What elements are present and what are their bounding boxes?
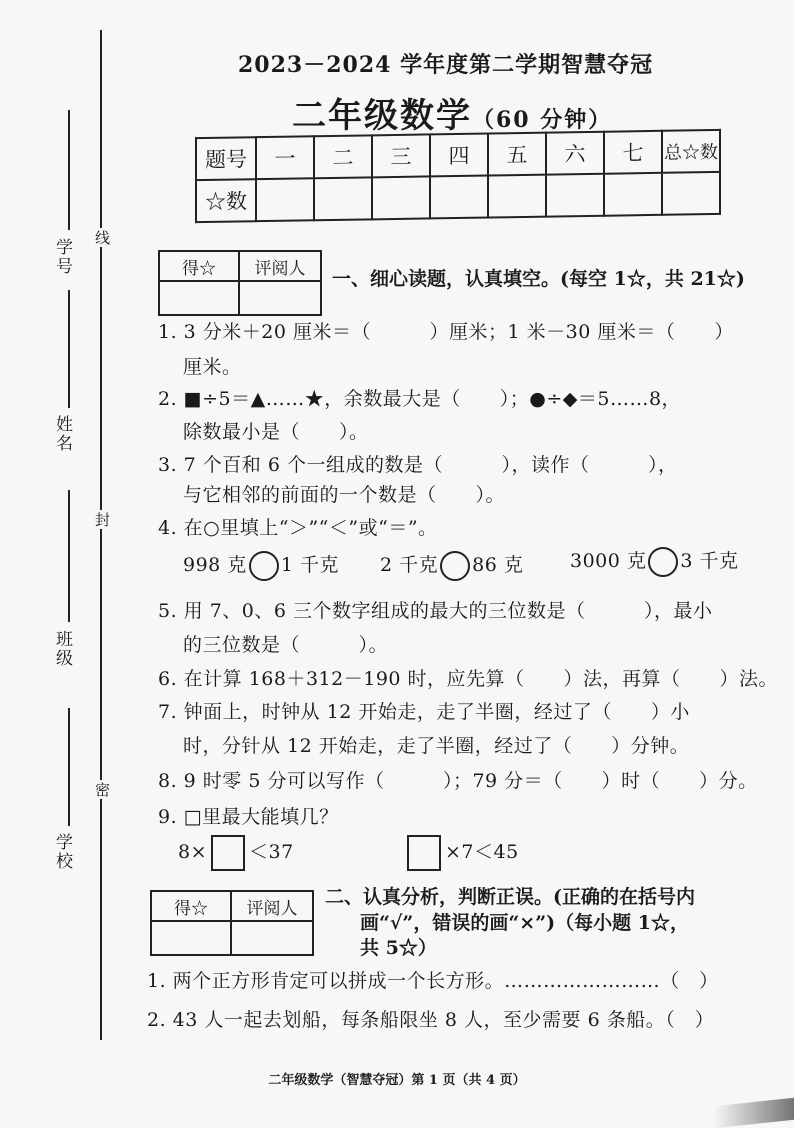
question-3-line1: 3. 7 个百和 6 个一组成的数是（ ），读作（ ）， — [158, 454, 678, 476]
section1-title: 一、细心读题，认真填空。(每空 1☆，共 21☆) — [332, 268, 745, 290]
score-cell-label: 题号 — [196, 137, 256, 180]
compare-right: 3 千克 — [680, 550, 739, 572]
judge-question-1: 1. 两个正方形肯定可以拼成一个长方形。……………………（ ） — [147, 970, 719, 992]
compare-item-1 — [183, 550, 339, 581]
compare-left: 2 千克 — [380, 554, 439, 576]
score-value-cell[interactable] — [604, 173, 662, 216]
exam-title-line1: 2023－2024 学年度第二学期智慧夺冠 — [238, 52, 654, 78]
score-value-cell[interactable] — [546, 174, 604, 217]
section2-title-line2: 画“√”，错误的画“×”)（每小题 1☆， — [360, 912, 689, 934]
score-cell-q7: 七 — [604, 131, 662, 174]
school-label: 学校 — [52, 833, 72, 871]
q9-left-pre: 8× — [178, 841, 208, 863]
question-5-line2: 的三位数是（ ）。 — [183, 634, 389, 656]
binding-mark-dense: 密 — [93, 782, 111, 797]
compare-circle[interactable] — [440, 551, 470, 581]
compare-left: 3000 克 — [570, 550, 647, 572]
scan-smudge — [714, 1098, 794, 1128]
question-4-line1: 4. 在○里填上“＞”“＜”或“＝”。 — [158, 517, 438, 539]
q9-right-post: ×7＜45 — [445, 841, 519, 863]
compare-item-2 — [380, 550, 523, 581]
question-1-line2: 厘米。 — [183, 356, 242, 378]
class-label: 班级 — [52, 630, 72, 668]
compare-left: 998 克 — [183, 554, 247, 576]
score-value-cell[interactable] — [430, 176, 488, 219]
school-blank — [68, 708, 70, 826]
answer-box[interactable] — [211, 835, 245, 871]
question-8: 8. 9 时零 5 分可以写作（ ）；79 分＝（ ）时（ ）分。 — [158, 770, 758, 792]
grader-reviewer-label: 评阅人 — [231, 891, 313, 921]
grader-reviewer-cell[interactable] — [239, 281, 321, 315]
score-value-cell[interactable] — [256, 178, 314, 221]
grader-score-label: 得☆ — [151, 891, 231, 921]
binding-mark-line: 线 — [93, 230, 111, 245]
compare-right: 86 克 — [472, 554, 524, 576]
score-value-label: ☆数 — [196, 179, 256, 222]
score-cell-q2: 二 — [314, 135, 372, 178]
page-footer: 二年级数学（智慧夺冠）第 1 页（共 4 页） — [268, 1073, 526, 1088]
question-7-line2: 时，分针从 12 开始走，走了半圈，经过了（ ）分钟。 — [183, 735, 690, 757]
score-cell-q5: 五 — [488, 133, 546, 176]
question-1-line1: 1. 3 分米＋20 厘米＝（ ）厘米；1 米－30 厘米＝（ ） — [158, 321, 734, 343]
score-value-cell[interactable] — [662, 172, 720, 215]
grader-reviewer-cell[interactable] — [231, 921, 313, 955]
question-2-line1: 2. ■÷5＝▲……★，余数最大是（ ）；●÷◆＝5……8， — [158, 388, 682, 410]
grader-score-cell[interactable] — [151, 921, 231, 955]
score-cell-q6: 六 — [546, 132, 604, 175]
judge-question-2: 2. 43 人一起去划船，每条船限坐 8 人，至少需要 6 条船。（ ） — [147, 1009, 715, 1031]
answer-box[interactable] — [407, 835, 441, 871]
question-7-line1: 7. 钟面上，时钟从 12 开始走，走了半圈，经过了（ ）小 — [158, 701, 690, 723]
score-cell-total: 总☆数 — [662, 130, 720, 173]
binding-line — [100, 30, 102, 1040]
grader-reviewer-label: 评阅人 — [239, 251, 321, 281]
compare-item-3 — [570, 546, 739, 577]
compare-right: 1 千克 — [280, 554, 339, 576]
student-no-blank — [68, 110, 70, 230]
score-value-cell[interactable] — [314, 177, 372, 220]
question-2-line2: 除数最小是（ ）。 — [183, 421, 369, 443]
student-no-label: 学号 — [52, 238, 72, 276]
name-blank — [68, 290, 70, 408]
grader-box-section1 — [158, 250, 322, 316]
section2-title-line1: 二、认真分析，判断正误。(正确的在括号内 — [325, 886, 695, 908]
class-blank — [68, 490, 70, 622]
compare-circle[interactable] — [249, 551, 279, 581]
score-value-cell[interactable] — [372, 176, 430, 219]
exam-title-main — [292, 88, 612, 137]
grader-score-label: 得☆ — [159, 251, 239, 281]
question-9-line1: 9. □里最大能填几？ — [158, 806, 339, 828]
compare-circle[interactable] — [648, 547, 678, 577]
grader-box-section2 — [150, 890, 314, 956]
score-table-value-row — [196, 172, 720, 222]
grader-score-cell[interactable] — [159, 281, 239, 315]
question-5-line1: 5. 用 7、0、6 三个数字组成的最大的三位数是（ ），最小 — [158, 600, 713, 622]
subject-title: 二年级数学 — [292, 96, 472, 136]
score-cell-q1: 一 — [256, 136, 314, 179]
question-9-item-right — [403, 835, 519, 871]
q9-left-post: ＜37 — [249, 841, 294, 863]
question-6: 6. 在计算 168＋312－190 时，应先算（ ）法，再算（ ）法。 — [158, 668, 779, 690]
score-cell-q4: 四 — [430, 134, 488, 177]
exam-duration: （60 分钟） — [472, 107, 613, 133]
question-3-line2: 与它相邻的前面的一个数是（ ）。 — [183, 484, 506, 506]
name-label: 姓名 — [52, 415, 72, 453]
score-value-cell[interactable] — [488, 175, 546, 218]
score-table — [195, 129, 721, 223]
section2-title-line3: 共 5☆） — [360, 937, 437, 959]
binding-mark-seal: 封 — [93, 512, 111, 527]
score-cell-q3: 三 — [372, 134, 430, 177]
question-9-item-left — [178, 835, 294, 871]
